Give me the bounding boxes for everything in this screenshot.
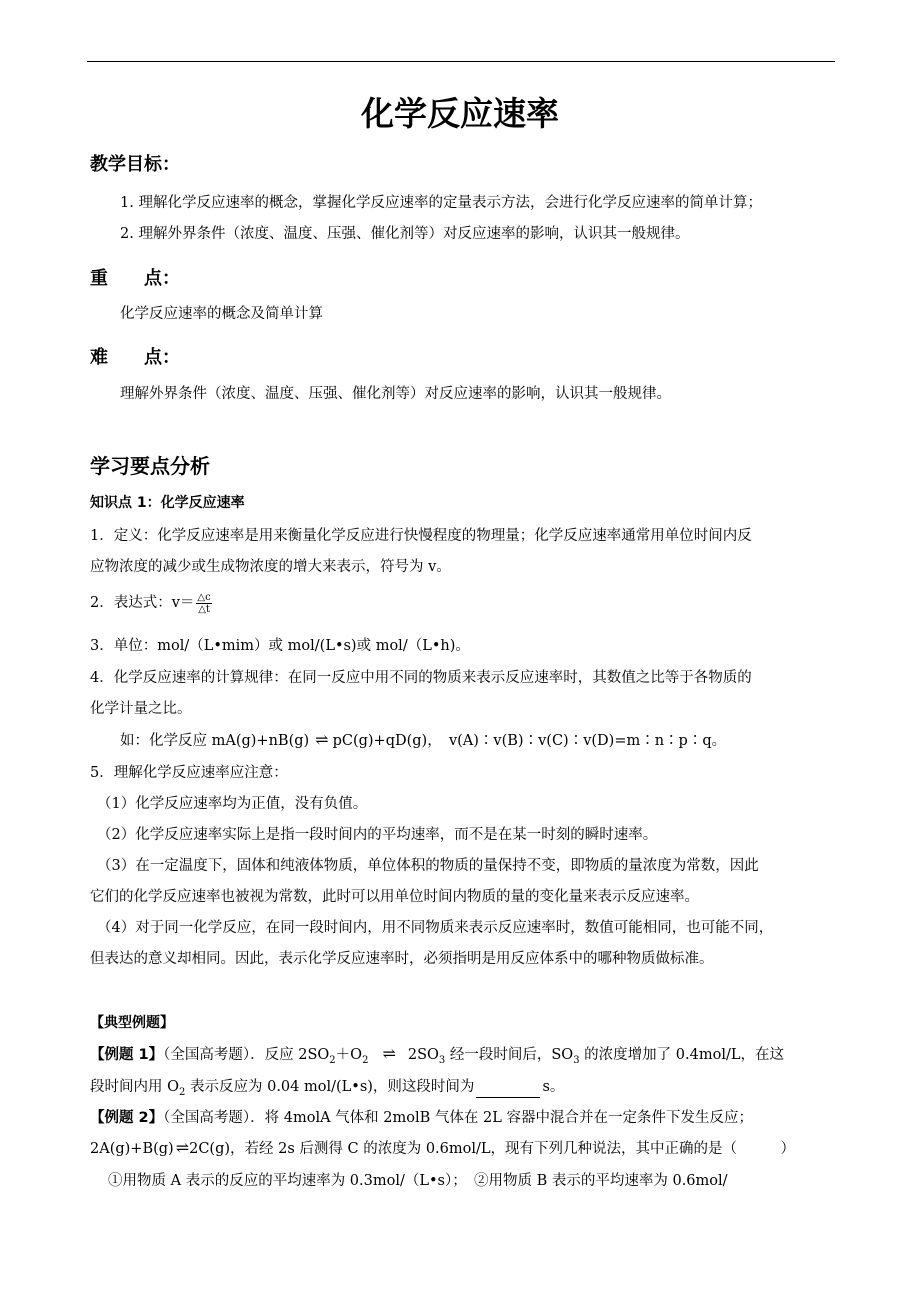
example-1-line-2 xyxy=(90,1075,564,1098)
example-1-text-e: 的浓度增加了 0.4mol/L，在这 xyxy=(579,1047,784,1063)
rule-line-1: 4．化学反应速率的计算规律：在同一反应中用不同的物质来表示反应速率时，其数值之比等于各物质的 xyxy=(90,670,752,686)
examples-heading: 【典型例题】 xyxy=(90,1015,174,1031)
rate-fraction xyxy=(196,592,211,615)
fraction-numerator: △c xyxy=(197,591,211,603)
key-point-heading: 重 点： xyxy=(90,268,180,289)
units-line: 3．单位：mol/（L•mim）或 mol/(L•s)或 mol/（L•h)。 xyxy=(90,638,470,654)
top-divider xyxy=(87,61,835,62)
note-3-line-2: 它们的化学反应速率也被视为常数，此时可以用单位时间内物质的量的变化量来表示反应速率。 xyxy=(90,889,699,905)
note-2: （2）化学反应速率实际上是指一段时间内的平均速率，而不是在某一时刻的瞬时速率。 xyxy=(97,827,658,843)
example-2-line-3: ①用物质 A 表示的反应的平均速率为 0.3mol/（L•s）； ②用物质 B 表示的平均速率为 0.6mol/ xyxy=(108,1173,728,1189)
analysis-heading: 学习要点分析 xyxy=(90,454,210,478)
example-2-line-1 xyxy=(90,1106,753,1127)
subscript: 3 xyxy=(573,1054,580,1066)
objective-item-2: 2. 理解外界条件（浓度、温度、压强、催化剂等）对反应速率的影响，认识其一般规律。 xyxy=(120,226,690,242)
definition-line-1: 1．定义：化学反应速率是用来衡量化学反应进行快慢程度的物理量；化学反应速率通常用单位时间内反 xyxy=(90,528,752,544)
equilibrium-arrow-icon: ⇌ xyxy=(315,730,327,749)
example-1-line-2-b: 表示反应为 0.04 mol/(L•s)，则这段时间为 xyxy=(185,1079,475,1095)
subscript: 2 xyxy=(362,1054,369,1066)
objective-item-1: 1. 理解化学反应速率的概念，掌握化学反应速率的定量表示方法，会进行化学反应速率的简单计算； xyxy=(120,195,762,211)
example-2-equation-b: 2C(g)，若经 2s 后测得 C 的浓度为 0.6mol/L，现有下列几种说法，其中正确的是（ ） xyxy=(189,1141,796,1157)
example-1-label: 【例题 1】 xyxy=(90,1047,164,1063)
answer-blank[interactable] xyxy=(476,1083,540,1098)
subscript: 2 xyxy=(329,1054,336,1066)
key-point-text: 化学反应速率的概念及简单计算 xyxy=(120,306,323,322)
example-2-equation-a: 2A(g)+B(g) xyxy=(90,1141,174,1157)
example-2-line-2 xyxy=(90,1137,795,1158)
definition-line-2: 应物浓度的减少或生成物浓度的增大来表示，符号为 v。 xyxy=(90,559,451,575)
objectives-heading: 教学目标： xyxy=(90,154,180,175)
example-1-line-2-a: 段时间内用 O xyxy=(90,1079,179,1095)
example-2-label: 【例题 2】 xyxy=(90,1110,164,1126)
example-1-line-2-c: s。 xyxy=(542,1079,565,1095)
example-equation-line xyxy=(120,729,726,750)
example-1-text-d: 经一段时间后，SO xyxy=(445,1047,574,1063)
note-3-line-1: （3）在一定温度下，固体和纯液体物质，单位体积的物质的量保持不变，即物质的量浓度为常数，因此 xyxy=(97,858,759,874)
difficulty-text: 理解外界条件（浓度、温度、压强、催化剂等）对反应速率的影响，认识其一般规律。 xyxy=(120,386,671,402)
example-equation-prefix: 如：化学反应 mA(g)+nB(g) xyxy=(120,733,310,749)
note-4-line-2: 但表达的意义却相同。因此，表示化学反应速率时，必须指明是用反应体系中的哪种物质做标准。 xyxy=(90,951,714,967)
example-1-text-b: ＋O xyxy=(335,1047,363,1063)
notes-title: 5．理解化学反应速率应注意： xyxy=(90,765,288,781)
example-equation-suffix: pC(g)+qD(g)， v(A)∶v(B)∶v(C)∶v(D)=m∶n∶p∶q。 xyxy=(332,733,727,749)
example-1-text-a: （全国高考题）．反应 2SO xyxy=(163,1047,330,1063)
difficulty-heading: 难 点： xyxy=(90,347,180,368)
fraction-denominator: △t xyxy=(198,603,210,615)
note-1: （1）化学反应速率均为正值，没有负值。 xyxy=(97,796,368,812)
example-1-line-1 xyxy=(90,1043,784,1066)
rule-line-2: 化学计量之比。 xyxy=(90,701,192,717)
subscript: 2 xyxy=(179,1086,186,1098)
note-4-line-1: （4）对于同一化学反应，在同一段时间内，用不同物质来表示反应速率时，数值可能相同，也可能不同， xyxy=(97,920,774,936)
equilibrium-arrow-icon: ⇌ xyxy=(382,1044,394,1063)
expression-prefix: 2．表达式：v＝ xyxy=(90,595,195,611)
knowledge-point-1-title: 知识点 1：化学反应速率 xyxy=(90,495,245,511)
example-1-text-c: 2SO xyxy=(407,1047,439,1063)
example-2-text: （全国高考题）．将 4molA 气体和 2molB 气体在 2L 容器中混合并在一定条件下发生反应； xyxy=(163,1110,753,1126)
equilibrium-arrow-icon: ⇌ xyxy=(175,1138,188,1157)
expression-line xyxy=(90,591,212,615)
page-title: 化学反应速率 xyxy=(361,94,559,133)
subscript: 3 xyxy=(438,1054,446,1066)
